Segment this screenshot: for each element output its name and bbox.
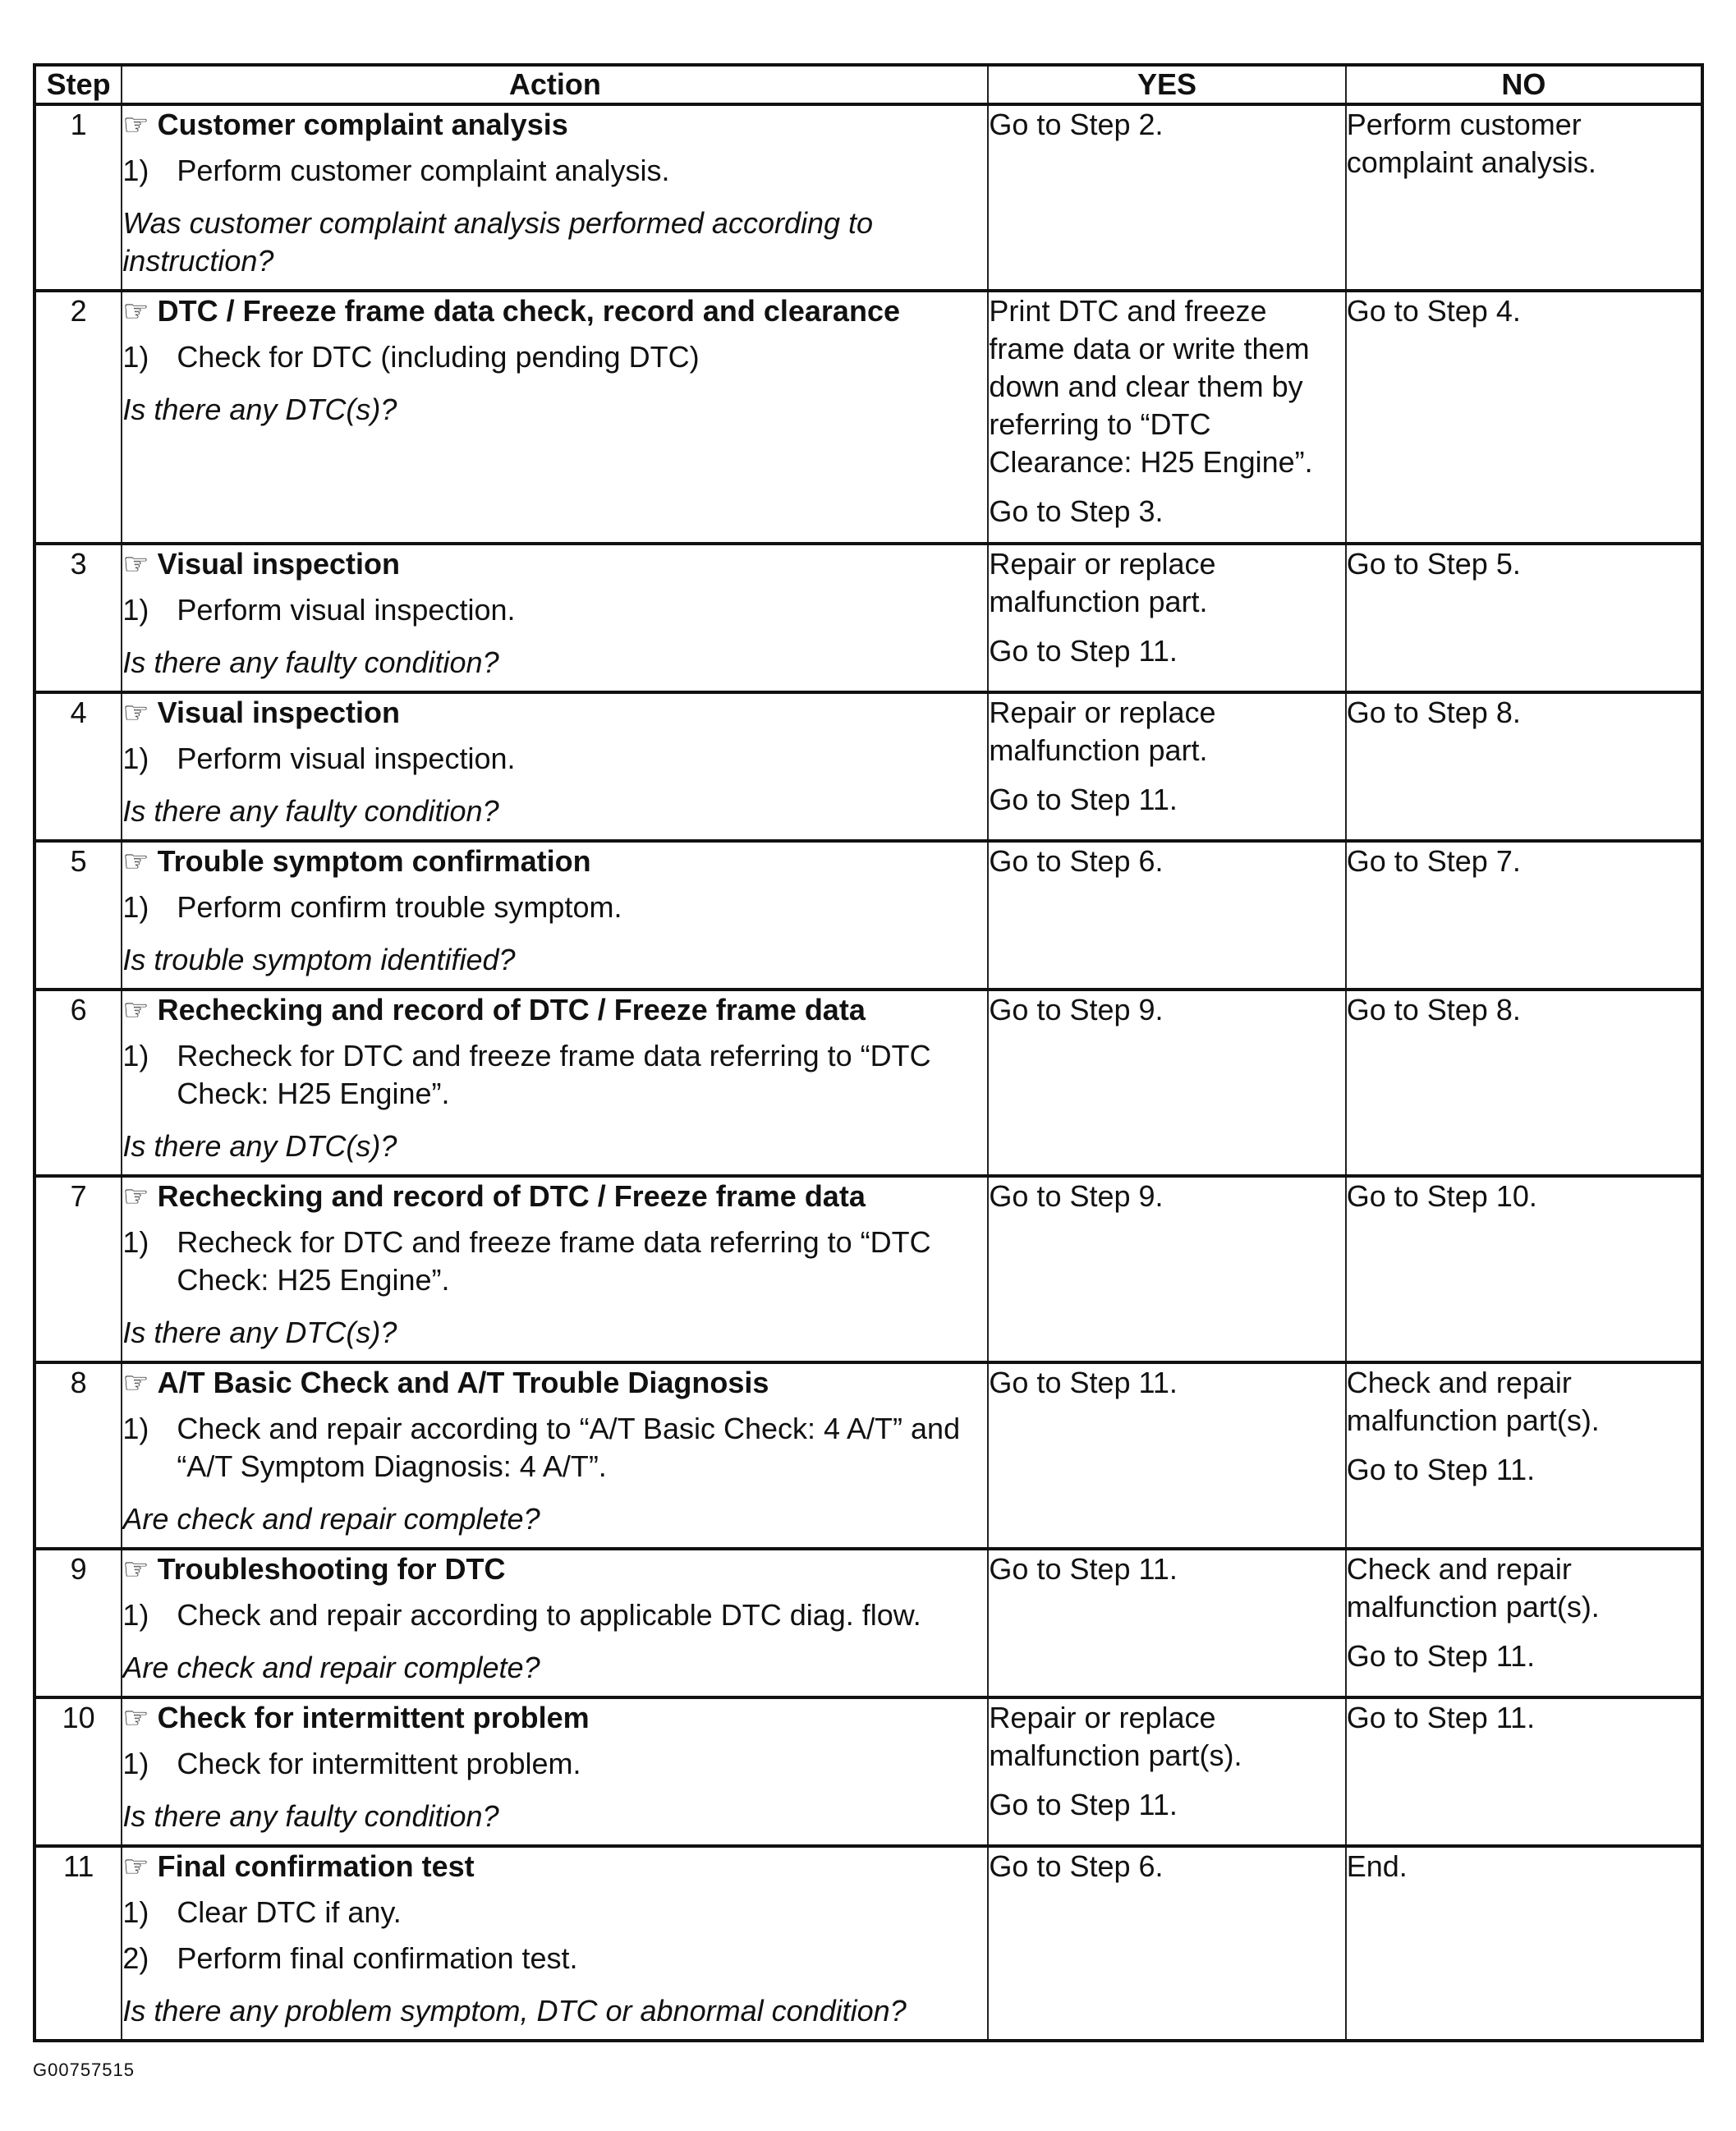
no-cell bbox=[1346, 1176, 1702, 1362]
no-cell bbox=[1346, 990, 1702, 1176]
substep-item bbox=[122, 338, 987, 376]
step-number: 9 bbox=[34, 1549, 122, 1697]
substep-text: Perform final confirmation test. bbox=[177, 1941, 578, 1975]
no-instruction: Go to Step 4. bbox=[1346, 294, 1521, 328]
substep-number: 1) bbox=[122, 340, 149, 374]
table-row bbox=[34, 291, 1702, 544]
check-question: Is there any problem symptom, DTC or abnormal condition? bbox=[122, 1994, 907, 2028]
substep-item bbox=[122, 1940, 987, 1977]
no-instruction: Go to Step 7. bbox=[1346, 844, 1521, 878]
no-instruction: Go to Step 8. bbox=[1346, 993, 1521, 1026]
pointing-hand-icon: ☞ bbox=[122, 1701, 149, 1734]
yes-instruction: Go to Step 3. bbox=[989, 494, 1164, 528]
table-row bbox=[34, 692, 1702, 841]
table-row bbox=[34, 544, 1702, 692]
substep-item bbox=[122, 1224, 987, 1299]
no-instruction: Perform customer complaint analysis. bbox=[1346, 108, 1596, 179]
check-question: Is there any faulty condition? bbox=[122, 1799, 499, 1833]
yes-cell bbox=[988, 104, 1345, 291]
substep-item bbox=[122, 152, 987, 190]
action-title-text: DTC / Freeze frame data check, record and clearance bbox=[157, 294, 900, 328]
yes-instruction: Go to Step 9. bbox=[989, 993, 1164, 1026]
substep-item bbox=[122, 1037, 987, 1113]
action-cell bbox=[122, 291, 988, 544]
yes-instruction: Go to Step 6. bbox=[989, 844, 1164, 878]
step-number: 4 bbox=[34, 692, 122, 841]
step-number: 3 bbox=[34, 544, 122, 692]
troubleshooting-document bbox=[33, 63, 1704, 2042]
substep-list bbox=[122, 1410, 987, 1486]
table-row bbox=[34, 1697, 1702, 1846]
substep-text: Perform confirm trouble symptom. bbox=[177, 890, 622, 924]
substep-text: Recheck for DTC and freeze frame data referring to “DTC Check: H25 Engine”. bbox=[177, 1039, 931, 1110]
action-title bbox=[122, 1178, 987, 1215]
yes-instruction: Go to Step 6. bbox=[989, 1849, 1164, 1883]
action-title-text: Trouble symptom confirmation bbox=[157, 844, 591, 878]
substep-text: Perform visual inspection. bbox=[177, 593, 516, 627]
table-row bbox=[34, 104, 1702, 291]
check-question: Is there any faulty condition? bbox=[122, 794, 499, 828]
check-question: Was customer complaint analysis performed according to instruction? bbox=[122, 206, 874, 278]
no-instruction: Go to Step 5. bbox=[1346, 547, 1521, 581]
check-question: Is there any DTC(s)? bbox=[122, 1129, 397, 1163]
no-cell bbox=[1346, 291, 1702, 544]
pointing-hand-icon: ☞ bbox=[122, 547, 149, 581]
action-title-text: Customer complaint analysis bbox=[157, 108, 568, 141]
action-title-text: Visual inspection bbox=[157, 696, 401, 729]
yes-instruction: Go to Step 11. bbox=[989, 1552, 1178, 1586]
no-cell bbox=[1346, 692, 1702, 841]
substep-list bbox=[122, 1596, 987, 1634]
pointing-hand-icon: ☞ bbox=[122, 108, 149, 141]
pointing-hand-icon: ☞ bbox=[122, 1366, 149, 1399]
action-title-text: Check for intermittent problem bbox=[157, 1701, 590, 1734]
action-cell bbox=[122, 1697, 988, 1846]
substep-list bbox=[122, 1224, 987, 1299]
yes-cell bbox=[988, 1362, 1345, 1549]
action-title-text: Troubleshooting for DTC bbox=[157, 1552, 506, 1586]
yes-instruction: Go to Step 2. bbox=[989, 108, 1164, 141]
no-instruction: Check and repair malfunction part(s). bbox=[1346, 1552, 1600, 1624]
substep-item bbox=[122, 591, 987, 629]
action-title bbox=[122, 1550, 987, 1588]
pointing-hand-icon: ☞ bbox=[122, 294, 149, 328]
check-question: Is trouble symptom identified? bbox=[122, 943, 516, 976]
action-title bbox=[122, 1848, 987, 1885]
action-cell bbox=[122, 990, 988, 1176]
action-cell bbox=[122, 1176, 988, 1362]
no-instruction: Go to Step 11. bbox=[1346, 1453, 1536, 1486]
action-title bbox=[122, 545, 987, 583]
action-title bbox=[122, 1699, 987, 1737]
no-instruction: End. bbox=[1346, 1849, 1408, 1883]
substep-number: 1) bbox=[122, 890, 149, 924]
no-cell bbox=[1346, 1549, 1702, 1697]
table-row bbox=[34, 1549, 1702, 1697]
step-number: 6 bbox=[34, 990, 122, 1176]
yes-instruction: Go to Step 9. bbox=[989, 1179, 1164, 1213]
step-number: 1 bbox=[34, 104, 122, 291]
substep-number: 1) bbox=[122, 1225, 149, 1259]
no-cell bbox=[1346, 1697, 1702, 1846]
pointing-hand-icon: ☞ bbox=[122, 993, 149, 1026]
action-cell bbox=[122, 841, 988, 990]
table-body bbox=[34, 104, 1702, 2041]
substep-list bbox=[122, 1894, 987, 1977]
substep-number: 1) bbox=[122, 1412, 149, 1445]
pointing-hand-icon: ☞ bbox=[122, 696, 149, 729]
diagnostic-flow-table bbox=[33, 63, 1704, 2042]
no-instruction: Go to Step 11. bbox=[1346, 1701, 1536, 1734]
yes-cell bbox=[988, 1846, 1345, 2041]
substep-text: Check for intermittent problem. bbox=[177, 1747, 581, 1780]
check-question: Is there any DTC(s)? bbox=[122, 1316, 397, 1349]
table-row bbox=[34, 1362, 1702, 1549]
table-row bbox=[34, 1846, 1702, 2041]
action-cell bbox=[122, 104, 988, 291]
check-question: Is there any DTC(s)? bbox=[122, 393, 397, 426]
yes-cell bbox=[988, 291, 1345, 544]
action-cell bbox=[122, 1549, 988, 1697]
yes-cell bbox=[988, 692, 1345, 841]
header-action: Action bbox=[122, 65, 988, 104]
no-instruction: Go to Step 10. bbox=[1346, 1179, 1537, 1213]
action-title-text: A/T Basic Check and A/T Trouble Diagnosis bbox=[157, 1366, 769, 1399]
table-row bbox=[34, 841, 1702, 990]
substep-number: 1) bbox=[122, 742, 149, 775]
step-number: 2 bbox=[34, 291, 122, 544]
action-title-text: Final confirmation test bbox=[157, 1849, 475, 1883]
yes-instruction: Repair or replace malfunction part. bbox=[989, 547, 1216, 618]
substep-item bbox=[122, 1410, 987, 1486]
substep-list bbox=[122, 338, 987, 376]
action-title bbox=[122, 292, 987, 330]
action-cell bbox=[122, 1362, 988, 1549]
pointing-hand-icon: ☞ bbox=[122, 1179, 149, 1213]
action-cell bbox=[122, 692, 988, 841]
action-cell bbox=[122, 544, 988, 692]
check-question: Is there any faulty condition? bbox=[122, 645, 499, 679]
action-title bbox=[122, 1364, 987, 1402]
pointing-hand-icon: ☞ bbox=[122, 1552, 149, 1586]
yes-cell bbox=[988, 841, 1345, 990]
substep-number: 1) bbox=[122, 1895, 149, 1929]
substep-number: 2) bbox=[122, 1941, 149, 1975]
no-cell bbox=[1346, 1846, 1702, 2041]
substep-list bbox=[122, 740, 987, 778]
yes-cell bbox=[988, 1176, 1345, 1362]
table-header bbox=[34, 65, 1702, 104]
step-number: 8 bbox=[34, 1362, 122, 1549]
yes-instruction: Go to Step 11. bbox=[989, 634, 1178, 668]
substep-text: Perform visual inspection. bbox=[177, 742, 516, 775]
step-number: 10 bbox=[34, 1697, 122, 1846]
action-title-text: Rechecking and record of DTC / Freeze frame data bbox=[157, 993, 866, 1026]
check-question: Are check and repair complete? bbox=[122, 1502, 540, 1536]
pointing-hand-icon: ☞ bbox=[122, 1849, 149, 1883]
substep-number: 1) bbox=[122, 1598, 149, 1632]
yes-instruction: Print DTC and freeze frame data or write them down and clear them by referring to “DTC Clearance: H25 Engine”. bbox=[989, 294, 1313, 479]
step-number: 5 bbox=[34, 841, 122, 990]
step-number: 11 bbox=[34, 1846, 122, 2041]
header-no: NO bbox=[1346, 65, 1702, 104]
no-cell bbox=[1346, 104, 1702, 291]
no-instruction: Go to Step 11. bbox=[1346, 1639, 1536, 1673]
yes-cell bbox=[988, 1697, 1345, 1846]
substep-text: Perform customer complaint analysis. bbox=[177, 154, 670, 187]
no-instruction: Go to Step 8. bbox=[1346, 696, 1521, 729]
substep-list bbox=[122, 889, 987, 926]
step-number: 7 bbox=[34, 1176, 122, 1362]
action-cell bbox=[122, 1846, 988, 2041]
action-title bbox=[122, 106, 987, 144]
substep-item bbox=[122, 889, 987, 926]
substep-number: 1) bbox=[122, 593, 149, 627]
table-row bbox=[34, 1176, 1702, 1362]
header-step: Step bbox=[34, 65, 122, 104]
yes-instruction: Go to Step 11. bbox=[989, 1366, 1178, 1399]
substep-list bbox=[122, 1037, 987, 1113]
substep-list bbox=[122, 1745, 987, 1783]
substep-item bbox=[122, 1745, 987, 1783]
yes-instruction: Go to Step 11. bbox=[989, 783, 1178, 816]
check-question: Are check and repair complete? bbox=[122, 1651, 540, 1684]
action-title bbox=[122, 694, 987, 732]
yes-instruction: Go to Step 11. bbox=[989, 1788, 1178, 1821]
yes-cell bbox=[988, 990, 1345, 1176]
yes-instruction: Repair or replace malfunction part. bbox=[989, 696, 1216, 767]
substep-text: Clear DTC if any. bbox=[177, 1895, 402, 1929]
action-title bbox=[122, 843, 987, 880]
action-title-text: Visual inspection bbox=[157, 547, 401, 581]
substep-item bbox=[122, 1894, 987, 1931]
figure-id: G00757515 bbox=[33, 2060, 135, 2080]
header-yes: YES bbox=[988, 65, 1345, 104]
yes-cell bbox=[988, 1549, 1345, 1697]
table-row bbox=[34, 990, 1702, 1176]
action-title bbox=[122, 991, 987, 1029]
yes-cell bbox=[988, 544, 1345, 692]
substep-text: Check and repair according to “A/T Basic Check: 4 A/T” and “A/T Symptom Diagnosis: 4 A/T”. bbox=[177, 1412, 961, 1483]
substep-item bbox=[122, 1596, 987, 1634]
pointing-hand-icon: ☞ bbox=[122, 844, 149, 878]
substep-list bbox=[122, 152, 987, 190]
substep-text: Check for DTC (including pending DTC) bbox=[177, 340, 700, 374]
substep-text: Check and repair according to applicable DTC diag. flow. bbox=[177, 1598, 921, 1632]
no-cell bbox=[1346, 1362, 1702, 1549]
substep-number: 1) bbox=[122, 1039, 149, 1072]
no-cell bbox=[1346, 544, 1702, 692]
yes-instruction: Repair or replace malfunction part(s). bbox=[989, 1701, 1242, 1772]
substep-text: Recheck for DTC and freeze frame data referring to “DTC Check: H25 Engine”. bbox=[177, 1225, 931, 1297]
substep-number: 1) bbox=[122, 1747, 149, 1780]
substep-list bbox=[122, 591, 987, 629]
action-title-text: Rechecking and record of DTC / Freeze frame data bbox=[157, 1179, 866, 1213]
substep-number: 1) bbox=[122, 154, 149, 187]
no-cell bbox=[1346, 841, 1702, 990]
substep-item bbox=[122, 740, 987, 778]
no-instruction: Check and repair malfunction part(s). bbox=[1346, 1366, 1600, 1437]
